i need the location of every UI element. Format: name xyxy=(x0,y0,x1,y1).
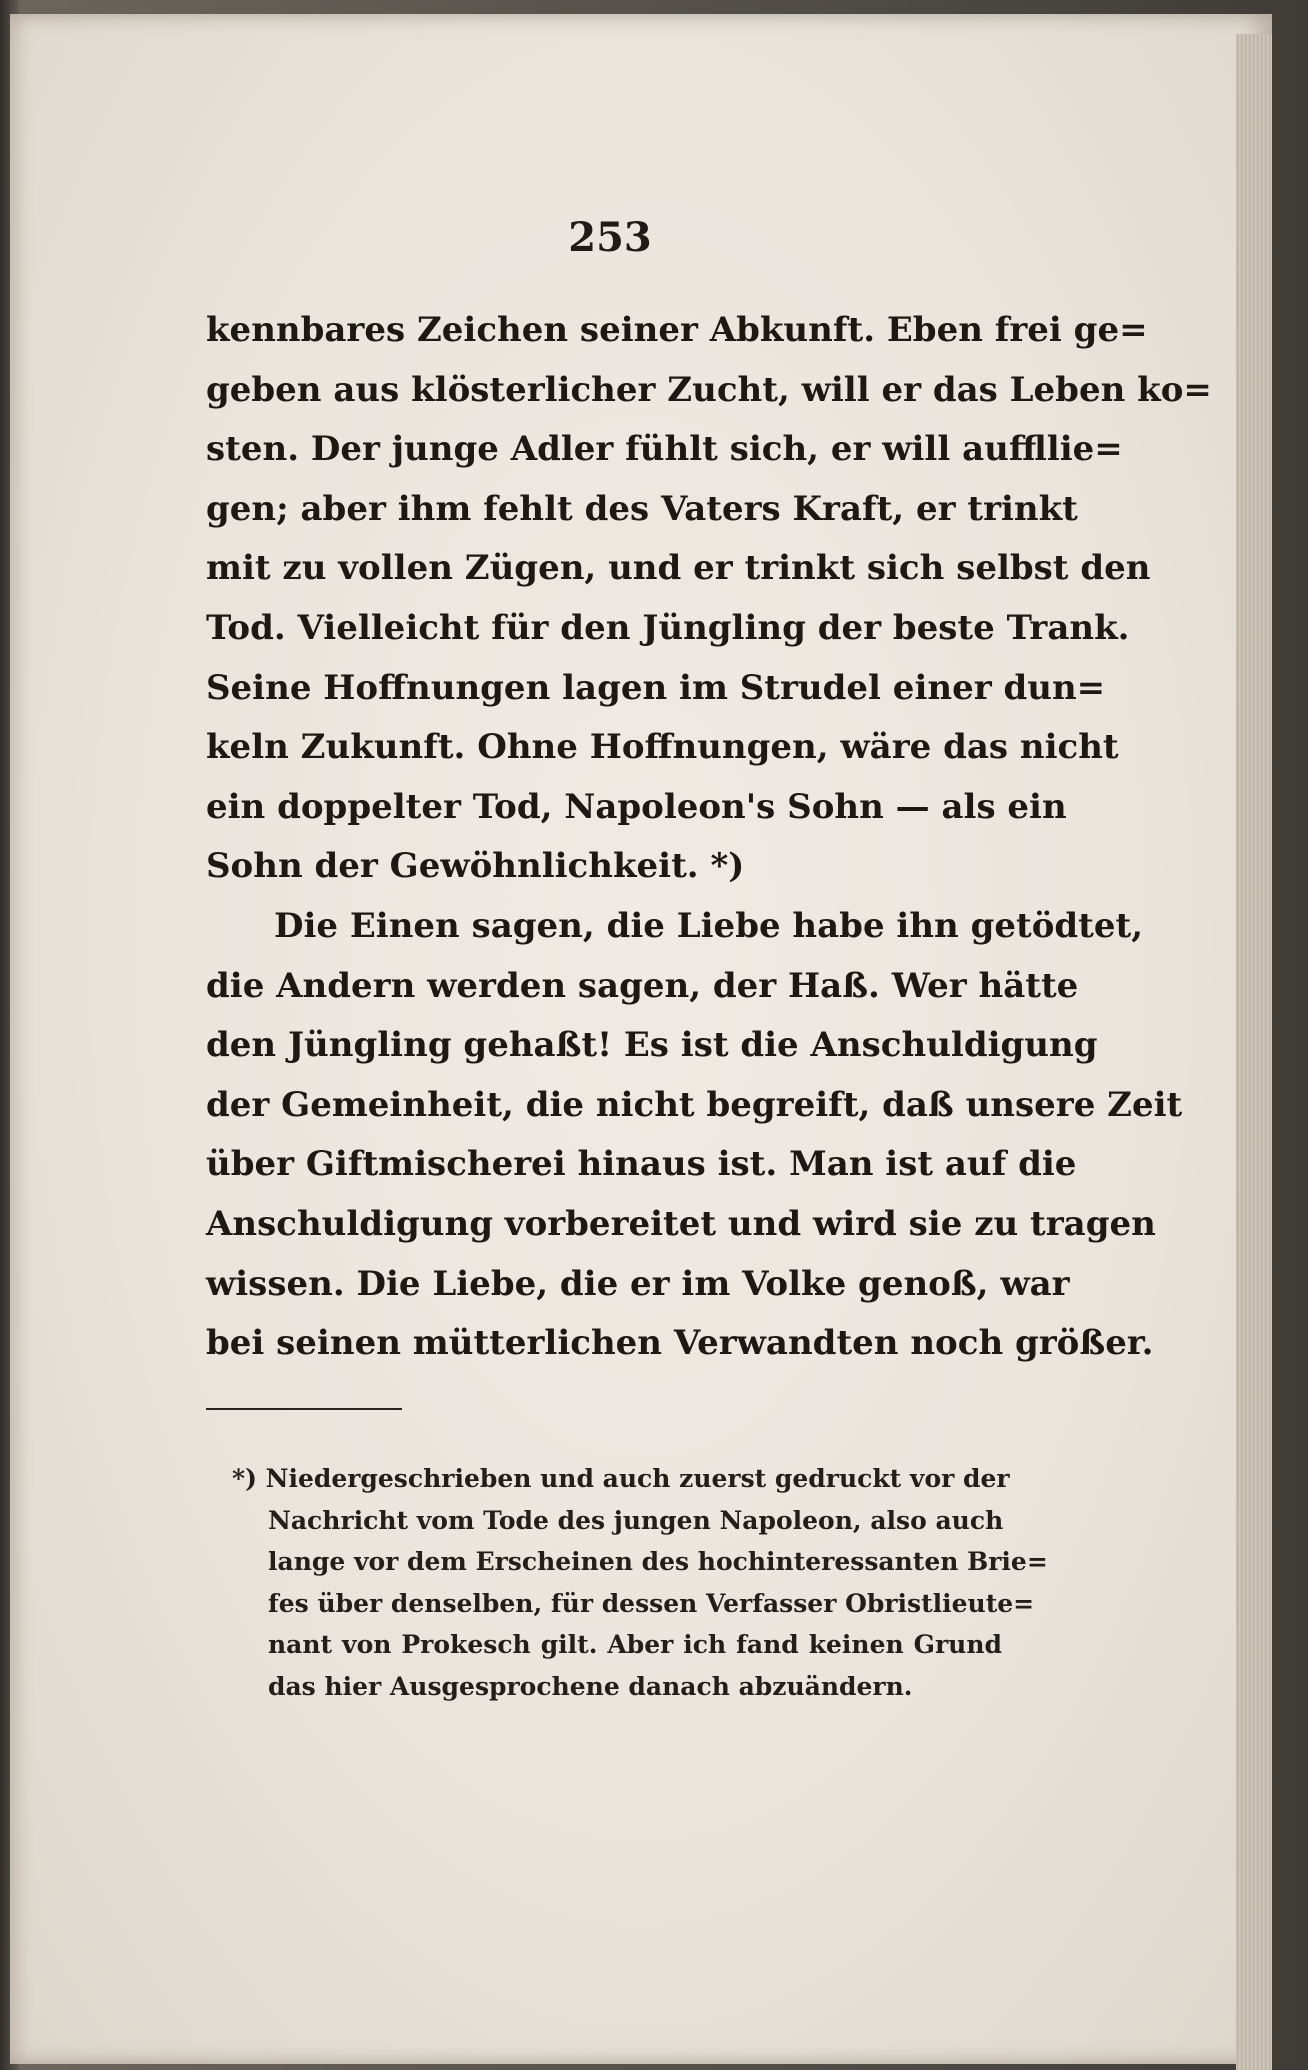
book-page xyxy=(10,14,1272,2064)
text-line: geben aus klösterlicher Zucht, will er das Leben ko= xyxy=(206,369,1212,410)
footnote-line: *) Niedergeschrieben und auch zuerst gedruckt vor der xyxy=(232,1464,1010,1493)
text-line: sten. Der junge Adler fühlt sich, er will auffllie= xyxy=(206,429,1123,470)
footnote-line: Nachricht vom Tode des jungen Napoleon, also auch xyxy=(268,1505,1004,1535)
paragraph-2 xyxy=(206,897,1183,1374)
text-line: Tod. Vielleicht für den Jüngling der beste Trank. xyxy=(206,607,1130,648)
text-line: kennbares Zeichen seiner Abkunft. Eben frei ge= xyxy=(206,310,1148,350)
text-line: wissen. Die Liebe, die er im Volke genoß, war xyxy=(206,1263,1070,1304)
text-line: gen; aber ihm fehlt des Vaters Kraft, er trinkt xyxy=(206,488,1078,529)
text-line: bei seinen mütterlichen Verwandten noch größer. xyxy=(206,1323,1154,1364)
text-line: mit zu vollen Zügen, und er trinkt sich selbst den xyxy=(206,548,1151,589)
paragraph-1 xyxy=(206,301,1212,897)
page-stack-edge xyxy=(1236,34,1272,2070)
text-line: Die Einen sagen, die Liebe habe ihn getödtet, xyxy=(274,905,1144,946)
text-line: der Gemeinheit, die nicht begreift, daß unsere Zeit xyxy=(206,1084,1183,1125)
text-line: Anschuldigung vorbereitet und wird sie zu tragen xyxy=(206,1203,1156,1244)
text-line: Sohn der Gewöhnlichkeit. *) xyxy=(206,846,745,887)
footnote-line: nant von Prokesch gilt. Aber ich fand keinen Grund xyxy=(268,1630,1002,1659)
text-line: Seine Hoffnungen lagen im Strudel einer dun= xyxy=(206,667,1106,708)
footnote-line: das hier Ausgesprochene danach abzuändern. xyxy=(268,1671,913,1701)
footnote-line: fes über denselben, für dessen Verfasser Obristlieute= xyxy=(268,1588,1035,1618)
text-line: den Jüngling gehaßt! Es ist die Anschuldigung xyxy=(206,1025,1098,1066)
footnote-line: lange vor dem Erscheinen des hochinteressanten Brie= xyxy=(268,1547,1048,1576)
body-text xyxy=(206,301,1212,1374)
text-line: die Andern werden sagen, der Haß. Wer hätte xyxy=(206,965,1079,1006)
footnote-separator-rule xyxy=(206,1408,402,1410)
footnote xyxy=(232,1458,1048,1707)
text-line: ein doppelter Tod, Napoleon's Sohn — als ein xyxy=(206,786,1067,827)
text-line: über Giftmischerei hinaus ist. Man ist auf die xyxy=(206,1144,1077,1185)
page-number: 253 xyxy=(568,214,652,261)
text-line: keln Zukunft. Ohne Hoffnungen, wäre das nicht xyxy=(206,727,1119,768)
